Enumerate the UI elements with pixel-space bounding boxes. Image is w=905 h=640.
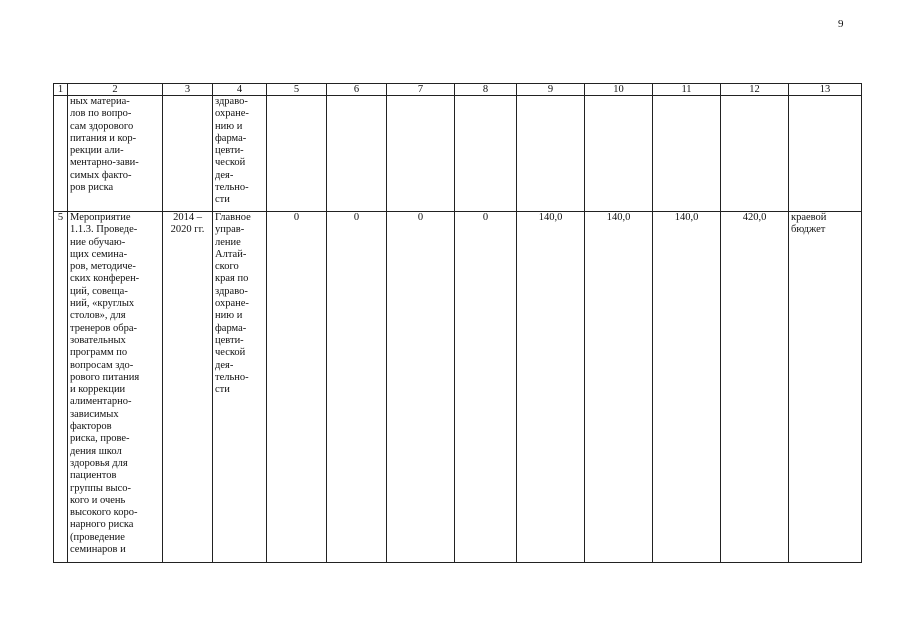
value-cell: 140,0 [653, 212, 721, 563]
value-cell: 0 [387, 212, 455, 563]
table-row [54, 96, 862, 212]
row-number-cell [54, 96, 68, 212]
column-header: 3 [163, 84, 213, 96]
value-cell [387, 96, 455, 212]
table-row [54, 212, 862, 563]
value-cell [585, 96, 653, 212]
value-cell [327, 96, 387, 212]
table-header-row [54, 84, 862, 96]
value-cell: 140,0 [585, 212, 653, 563]
value-cell [517, 96, 585, 212]
column-header: 1 [54, 84, 68, 96]
funding-source-cell [789, 96, 862, 212]
column-header: 5 [267, 84, 327, 96]
column-header: 8 [455, 84, 517, 96]
value-cell: 0 [327, 212, 387, 563]
value-cell: 420,0 [721, 212, 789, 563]
column-header: 11 [653, 84, 721, 96]
page-number: 9 [838, 18, 844, 30]
column-header: 2 [68, 84, 163, 96]
value-cell [455, 96, 517, 212]
column-header: 7 [387, 84, 455, 96]
value-cell [653, 96, 721, 212]
executor-cell: Главное управ- ление Алтай- ского края по здраво- охране- нию и фарма- цевти- ческой дея- тельно- сти [213, 212, 267, 563]
value-cell [267, 96, 327, 212]
program-activities-table [53, 83, 862, 563]
row-number-cell: 5 [54, 212, 68, 563]
period-cell [163, 96, 213, 212]
value-cell: 140,0 [517, 212, 585, 563]
activity-name-cell: Мероприятие 1.1.3. Проведе- ние обучаю- щих семина- ров, методиче- ских конферен- ций, совеща- ний, «круглых столов», для тренеров обра- зовательных программ по вопросам здо- рового питания и коррекции алиментарно- зависимых факторов риска, прове- дения школ здоровья для пациентов группы высо- кого и очень высокого корo- нарного риска (проведение семинаров и [68, 212, 163, 563]
period-cell: 2014 – 2020 гг. [163, 212, 213, 563]
value-cell [721, 96, 789, 212]
column-header: 6 [327, 84, 387, 96]
column-header: 12 [721, 84, 789, 96]
column-header: 4 [213, 84, 267, 96]
column-header: 13 [789, 84, 862, 96]
value-cell: 0 [455, 212, 517, 563]
value-cell: 0 [267, 212, 327, 563]
funding-source-cell: краевой бюджет [789, 212, 862, 563]
executor-cell: здраво- охране- нию и фарма- цевти- ческой дея- тельно- сти [213, 96, 267, 212]
activity-name-cell: ных материа- лов по вопро- сам здорового питания и кор- рекции али- ментарно-зави- симых факто- ров риска [68, 96, 163, 212]
column-header: 9 [517, 84, 585, 96]
column-header: 10 [585, 84, 653, 96]
